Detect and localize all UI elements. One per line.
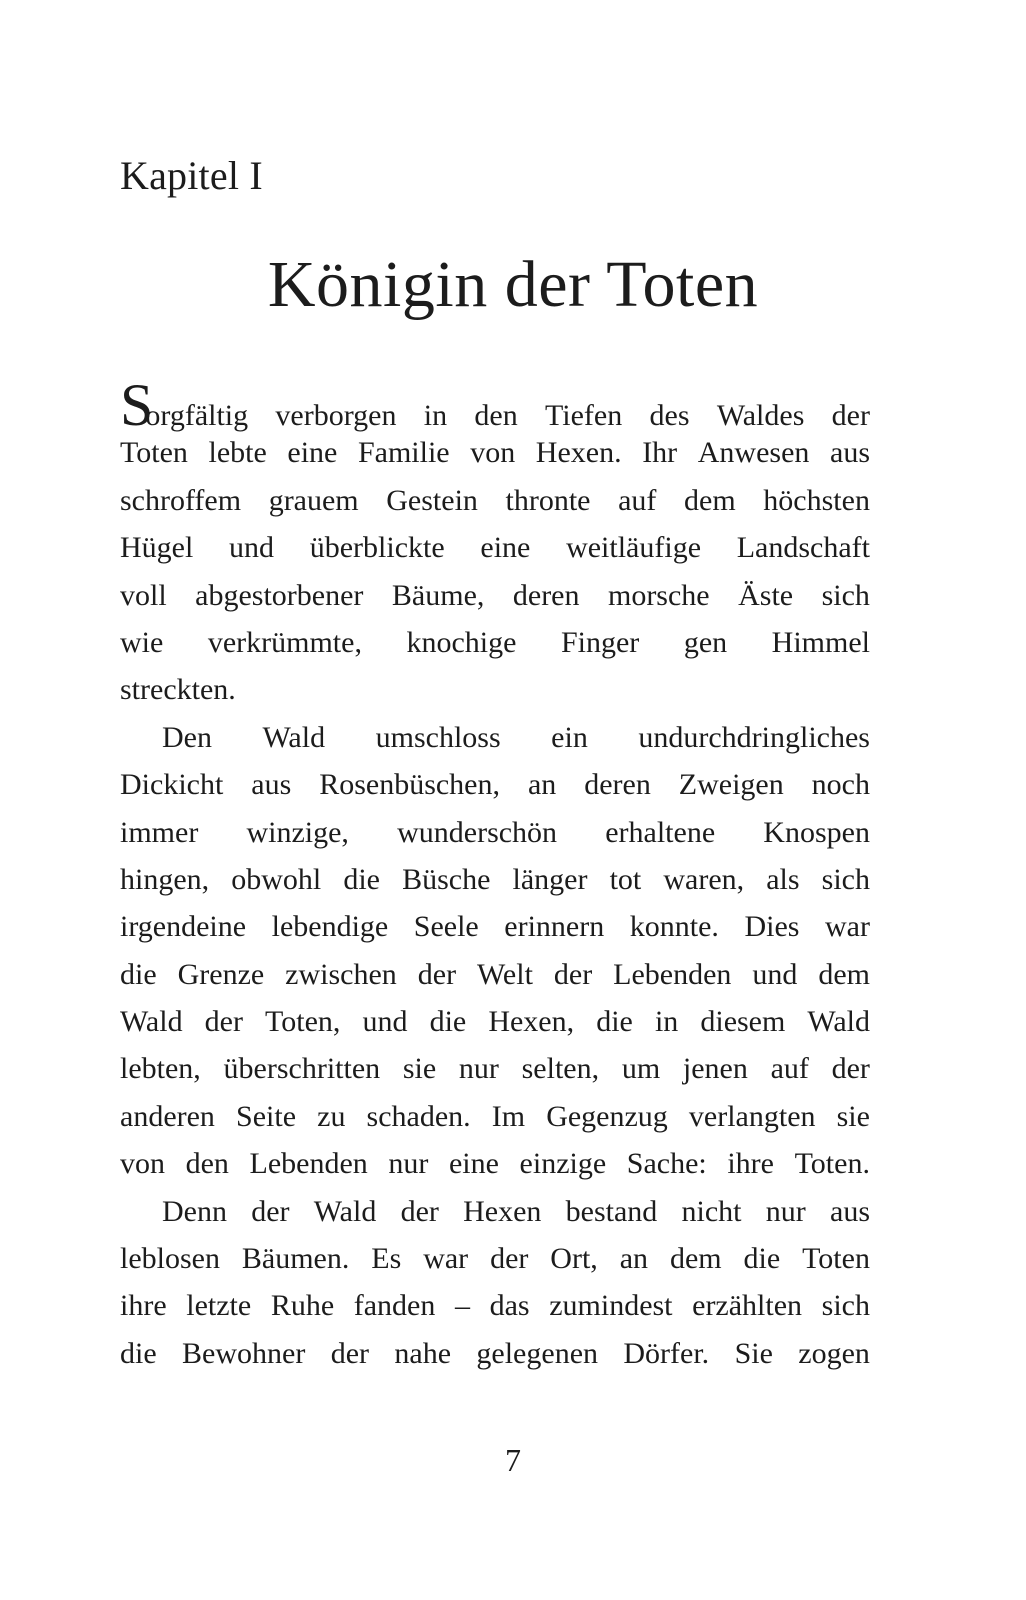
word: Ihr: [642, 436, 678, 470]
word: letzte: [186, 1289, 252, 1323]
word: Büsche: [402, 862, 491, 896]
word: Wald: [313, 1194, 377, 1228]
word: lebten,: [120, 1052, 201, 1086]
word: Dickicht: [120, 768, 224, 802]
word: eine: [287, 436, 338, 470]
word: immer: [120, 815, 199, 849]
word: –: [454, 1289, 470, 1323]
word: von: [470, 436, 516, 470]
word: lebendige: [271, 910, 389, 944]
page-number: 7: [505, 1442, 521, 1478]
word: Lebenden: [249, 1147, 368, 1181]
word: fanden: [353, 1289, 436, 1323]
word: irgendeine: [120, 910, 247, 944]
word: weitläufige: [566, 531, 702, 565]
word: Bäumen.: [241, 1242, 350, 1276]
word: der: [400, 1194, 439, 1228]
word: sie: [402, 1052, 437, 1086]
text-line: [120, 903, 870, 950]
word: Es: [371, 1242, 402, 1276]
word: verkrümmte,: [207, 625, 362, 659]
chapter-label: Kapitel I: [120, 153, 263, 198]
word: Toten: [802, 1242, 870, 1276]
word: abgestorbener: [195, 578, 364, 612]
text-line: [120, 856, 870, 903]
word: der: [204, 1005, 243, 1039]
text-line: [120, 429, 870, 476]
word: wunderschön: [397, 815, 558, 849]
word: dem: [669, 1242, 722, 1276]
word: gen: [683, 625, 728, 659]
word: Hexen,: [488, 1005, 575, 1039]
text-line: [120, 1045, 870, 1092]
word: Denn: [162, 1194, 227, 1228]
word: streckten.: [120, 673, 236, 707]
word: aus: [830, 436, 870, 470]
word: überblickte: [309, 531, 445, 565]
word: Äste: [738, 578, 794, 612]
word: höchsten: [763, 483, 870, 517]
word: ein: [551, 720, 588, 754]
word: um: [621, 1052, 661, 1086]
word: Sache:: [626, 1147, 707, 1181]
word: knochige: [406, 625, 517, 659]
word: Himmel: [771, 625, 870, 659]
word: die: [120, 1336, 157, 1370]
word: Wald: [120, 1005, 183, 1039]
word: dem: [684, 483, 736, 517]
word: war: [423, 1242, 469, 1276]
word: Wald: [807, 1005, 870, 1039]
text-line: [120, 666, 870, 713]
word: sich: [821, 862, 870, 896]
drop-cap: S: [120, 372, 154, 438]
word: Sie: [734, 1336, 773, 1370]
word: den: [185, 1147, 229, 1181]
word: erzählten: [692, 1289, 803, 1323]
word: und: [229, 531, 275, 565]
word: undurchdringliches: [638, 720, 870, 754]
word: Im: [491, 1099, 526, 1133]
word: noch: [811, 768, 870, 802]
word: Den: [162, 720, 212, 754]
text-line: [120, 1235, 870, 1282]
word: anderen: [120, 1099, 215, 1133]
word: des: [649, 399, 690, 432]
word: selten,: [521, 1052, 600, 1086]
word: länger: [512, 862, 588, 896]
word: auf: [770, 1052, 809, 1086]
word: jenen: [682, 1052, 748, 1086]
word: ihre: [120, 1289, 167, 1323]
word: die: [343, 862, 380, 896]
word: sie: [836, 1099, 870, 1133]
word: als: [766, 862, 800, 896]
word: leblosen: [120, 1242, 220, 1276]
word: gelegenen: [476, 1336, 599, 1370]
word: schroffem: [120, 483, 242, 517]
text-line: [120, 761, 870, 808]
word: der: [831, 1052, 870, 1086]
word: Bäume,: [391, 578, 485, 612]
word: Gegenzug: [546, 1099, 668, 1133]
word: eine: [448, 1147, 499, 1181]
body-text: [120, 372, 870, 1377]
word: Waldes: [716, 399, 805, 432]
word: thronte: [505, 483, 591, 517]
word: der: [553, 957, 593, 991]
text-line: [120, 1330, 870, 1377]
word: Toten,: [265, 1005, 341, 1039]
word: nur: [765, 1194, 806, 1228]
word: die: [596, 1005, 633, 1039]
word: erhaltene: [605, 815, 716, 849]
word: hingen,: [120, 862, 210, 896]
word: ihre: [727, 1147, 774, 1181]
word: Finger: [560, 625, 640, 659]
word: einzige: [519, 1147, 607, 1181]
word: erinnern: [504, 910, 605, 944]
word: schaden.: [366, 1099, 471, 1133]
word: obwohl: [231, 862, 322, 896]
word: das: [489, 1289, 530, 1323]
word: der: [831, 399, 870, 432]
word: orgfältig: [145, 399, 249, 432]
word: Welt: [477, 957, 533, 991]
word: die: [120, 957, 157, 991]
word: zumindest: [549, 1289, 673, 1323]
word: die: [429, 1005, 467, 1039]
word: sich: [821, 578, 870, 612]
word: konnte.: [629, 910, 719, 944]
word: Ort,: [550, 1242, 598, 1276]
word: verborgen: [275, 399, 397, 432]
text-line: [120, 372, 870, 438]
word: dem: [818, 957, 870, 991]
text-line: [120, 477, 870, 524]
word: von: [120, 1147, 165, 1181]
word: Rosenbüschen,: [319, 768, 500, 802]
text-line: [120, 619, 870, 666]
word: der: [251, 1194, 290, 1228]
word: morsche: [607, 578, 710, 612]
text-line: [120, 524, 870, 571]
word: eine: [480, 531, 531, 565]
word: zwischen: [285, 957, 397, 991]
word: aus: [830, 1194, 870, 1228]
text-line: [120, 1188, 870, 1235]
word: aus: [251, 768, 292, 802]
text-line: [120, 1140, 870, 1187]
text-line: [120, 1093, 870, 1140]
word: Dörfer.: [623, 1336, 710, 1370]
word: Wald: [262, 720, 326, 754]
word: wie: [120, 625, 164, 659]
word: bestand: [565, 1194, 658, 1228]
word: Seele: [413, 910, 479, 944]
word: nicht: [681, 1194, 742, 1228]
word: den: [474, 399, 518, 432]
text-line: [120, 1282, 870, 1329]
word: zu: [317, 1099, 346, 1133]
word: winzige,: [246, 815, 349, 849]
word: der: [490, 1242, 529, 1276]
word: Zweigen: [678, 768, 784, 802]
word: umschloss: [375, 720, 501, 754]
word: nur: [388, 1147, 429, 1181]
word: verlangten: [688, 1099, 816, 1133]
word: Hexen.: [535, 436, 622, 470]
word: Hügel: [120, 531, 194, 565]
word: Seite: [236, 1099, 297, 1133]
word: der: [417, 957, 457, 991]
word: tot: [609, 862, 642, 896]
word: die: [743, 1242, 781, 1276]
text-line: [120, 809, 870, 856]
word: Hexen: [463, 1194, 542, 1228]
word: Dies: [744, 910, 800, 944]
word: und: [752, 957, 798, 991]
word: zogen: [798, 1336, 870, 1370]
word: überschritten: [223, 1052, 381, 1086]
word: Grenze: [177, 957, 265, 991]
word: Familie: [357, 436, 450, 470]
word: Gestein: [386, 483, 478, 517]
word: Toten.: [794, 1147, 870, 1181]
word: deren: [584, 768, 651, 802]
text-line: [120, 714, 870, 761]
word: lebte: [208, 436, 267, 470]
word: Landschaft: [736, 531, 870, 565]
word: an: [619, 1242, 649, 1276]
word: an: [527, 768, 557, 802]
word: war: [824, 910, 870, 944]
word: deren: [512, 578, 580, 612]
word: waren,: [663, 862, 745, 896]
word: Tiefen: [545, 399, 623, 432]
text-line: [120, 998, 870, 1045]
word: nur: [458, 1052, 499, 1086]
word: Ruhe: [270, 1289, 335, 1323]
word: Anwesen: [697, 436, 810, 470]
word: Lebenden: [613, 957, 732, 991]
word: Bewohner: [182, 1336, 306, 1370]
word: der: [330, 1336, 370, 1370]
text-line: [120, 572, 870, 619]
word: diesem: [700, 1005, 786, 1039]
word: grauem: [268, 483, 359, 517]
word: sich: [821, 1289, 870, 1323]
word: auf: [618, 483, 657, 517]
chapter-title: Königin der Toten: [267, 248, 759, 321]
word: in: [423, 399, 448, 432]
word: Toten: [120, 436, 188, 470]
text-line: [120, 951, 870, 998]
word: und: [362, 1005, 408, 1039]
word: nahe: [394, 1336, 452, 1370]
word: voll: [120, 578, 167, 612]
word: in: [654, 1005, 679, 1039]
word: Knospen: [763, 815, 870, 849]
